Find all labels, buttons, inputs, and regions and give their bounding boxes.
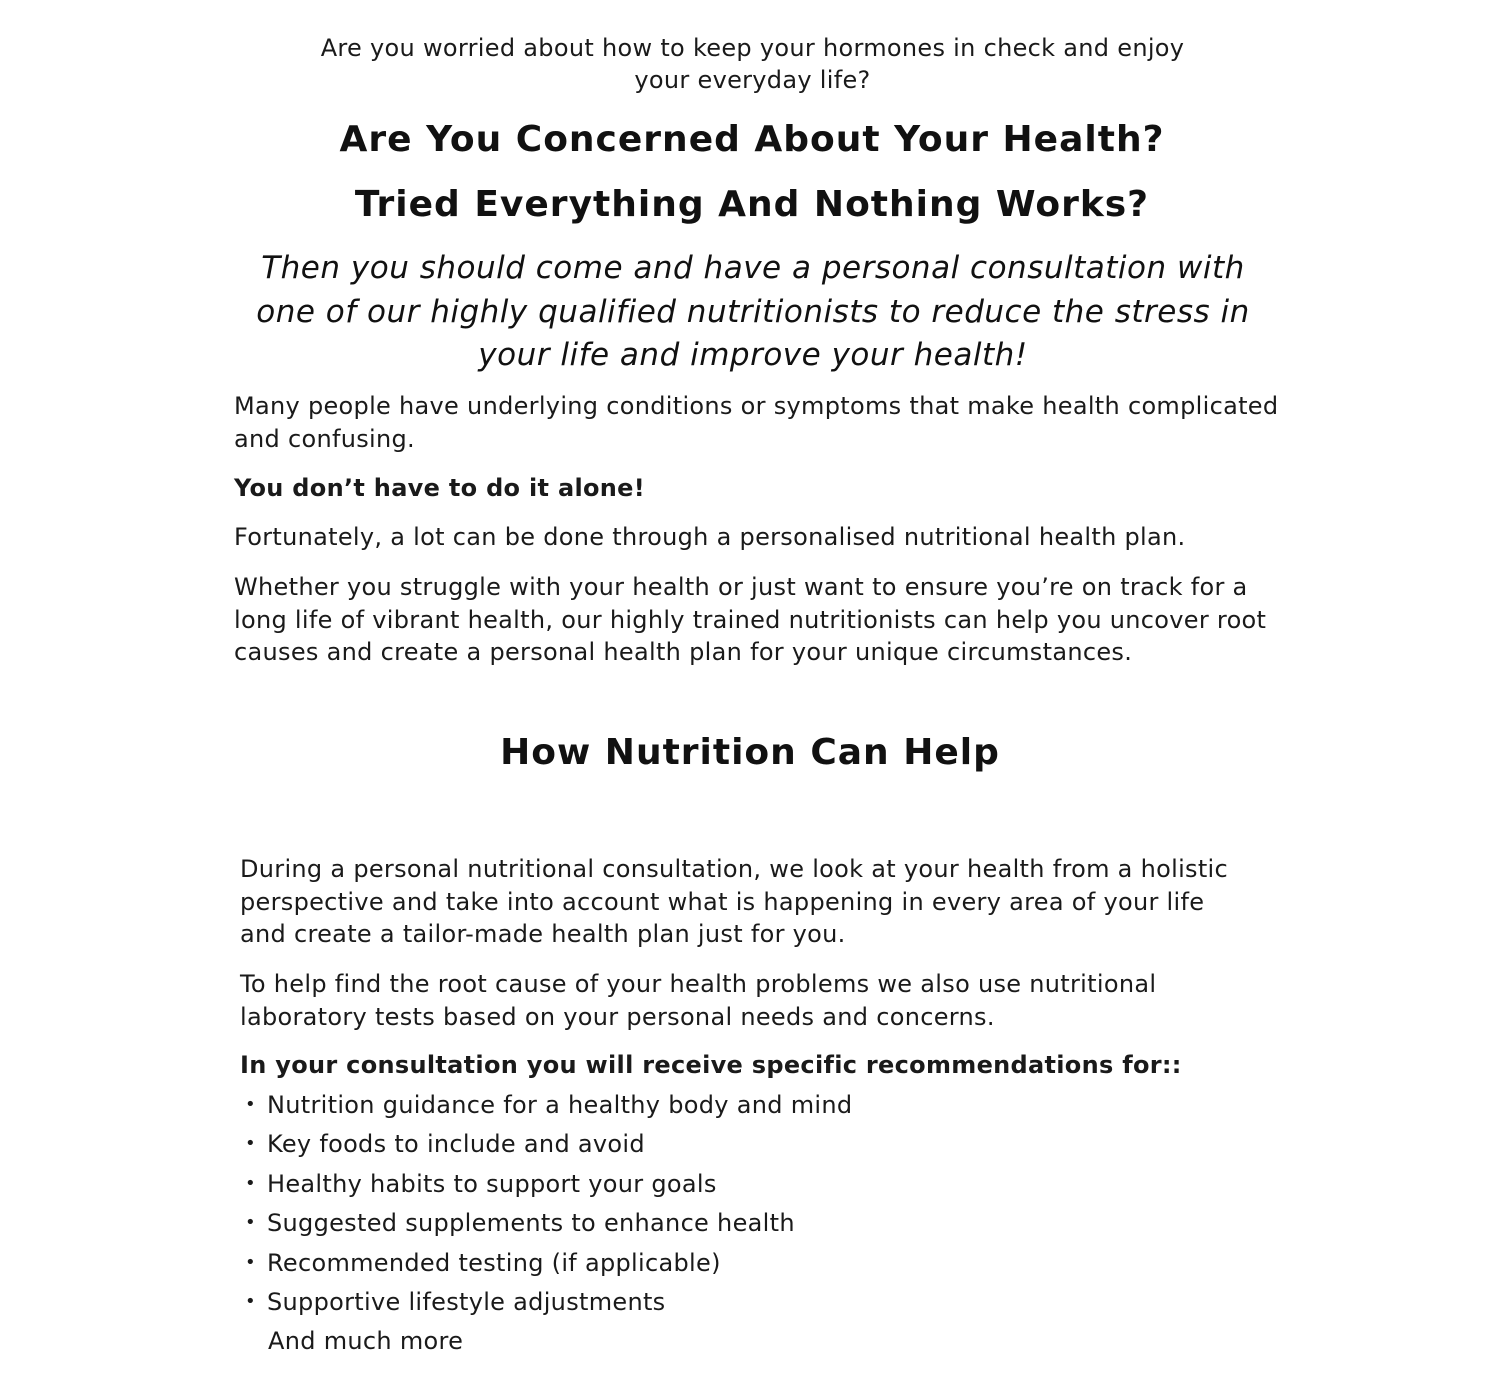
heading-tried-everything: Tried Everything And Nothing Works? [354, 184, 1150, 225]
bullet-icon: • [245, 1290, 256, 1312]
list-item [240, 1205, 1140, 1244]
list-item [240, 1166, 1140, 1205]
list-item-text: Supportive lifestyle adjustments [267, 1287, 666, 1316]
heading-concerned: Are You Concerned About Your Health? [339, 119, 1165, 160]
paragraph-root-cause: To help find the root cause of your health problems we also use nutritional laboratory tests based on your personal needs and concerns. [240, 970, 1157, 1031]
list-item-text: Key foods to include and avoid [267, 1130, 645, 1159]
list-item-text: Suggested supplements to enhance health [267, 1209, 795, 1238]
list-item [240, 1126, 1140, 1165]
lead-italic-text: Then you should come and have a personal consultation with one of our highly qualified nutritionists to reduce the stress in your life and improve your health! [256, 250, 1250, 373]
section-title: How Nutrition Can Help [500, 732, 1000, 773]
recommendations-intro: In your consultation you will receive specific recommendations for:: [240, 1051, 1182, 1079]
list-item-text: Healthy habits to support your goals [267, 1169, 717, 1198]
list-item [240, 1284, 1140, 1323]
and-much-more-text: And much more [268, 1327, 464, 1355]
bullet-icon: • [245, 1212, 256, 1234]
bullet-icon: • [245, 1133, 256, 1155]
list-item-text: Recommended testing (if applicable) [267, 1248, 721, 1277]
bullet-icon: • [245, 1251, 256, 1273]
list-item [240, 1087, 1140, 1126]
bullet-icon: • [245, 1172, 256, 1194]
paragraph-during-consultation: During a personal nutritional consultation, we look at your health from a holistic perspective and take into account what is happening in every area of your life and create a tailor-made health plan just for you. [240, 855, 1229, 948]
paragraph-not-alone: You don’t have to do it alone! [234, 474, 645, 502]
bullet-icon: • [245, 1094, 256, 1115]
paragraph-whether: Whether you struggle with your health or just want to ensure you’re on track for a long life of vibrant health, our highly trained nutritionists can help you uncover root causes and create a personal health plan for your unique circumstances. [234, 573, 1267, 666]
list-item-text: Nutrition guidance for a healthy body and mind [267, 1091, 853, 1119]
recommendations-list [240, 1087, 1140, 1323]
intro-text: Are you worried about how to keep your hormones in check and enjoy your everyday life? [320, 34, 1185, 94]
paragraph-underlying-conditions: Many people have underlying conditions or symptoms that make health complicated and confusing. [234, 392, 1279, 453]
paragraph-fortunately: Fortunately, a lot can be done through a personalised nutritional health plan. [234, 523, 1186, 551]
list-item [240, 1245, 1140, 1284]
